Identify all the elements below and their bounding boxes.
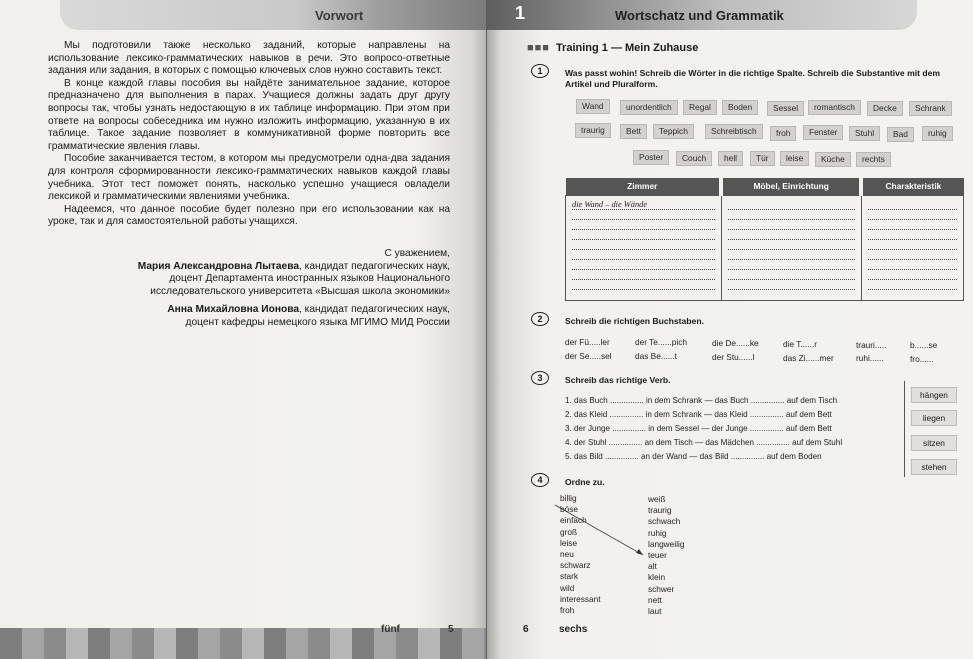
author1-line1 xyxy=(48,261,450,274)
match-left-word[interactable]: schwarz xyxy=(560,560,591,571)
preface-text xyxy=(48,40,450,229)
column-header-charakteristik: Charakteristik xyxy=(861,178,963,195)
match-left-word[interactable]: wild xyxy=(560,582,575,593)
task-number-circle: 3 xyxy=(531,371,549,385)
match-right-word[interactable]: alt xyxy=(648,561,657,572)
task2-instruction: Schreib die richtigen Buchstaben. xyxy=(565,316,704,326)
word-chip: Boden xyxy=(722,100,758,115)
closing-line: С уважением, xyxy=(384,248,450,259)
word-chip: Bett xyxy=(620,124,647,139)
sentence-line[interactable]: 4. der Stuhl ............... an dem Tisch — das Mädchen ............... auf dem Stuhl xyxy=(565,438,843,447)
gap-word[interactable]: trauri..... xyxy=(856,340,887,350)
author2-line1 xyxy=(48,304,450,317)
preface-paragraph: В конце каждой главы пособия вы найдёте занимательное задание, которое предназначено для выполнения в парах. Учащиеся должны задать друг другу вопросы так, чтобы узнать недостающую в их таблице информацию. При этом при ответе на вопросы собеседника им нужно изложить информацию, указанную в их таблице. Такое задание позволяет в коммуникативной форме повторить все грамматические явления главы. xyxy=(48,77,450,152)
task-number-circle: 1 xyxy=(531,64,549,78)
preface-paragraph: Мы подготовили также несколько заданий, которые направлены на использование лексико-грамматических навыков в речи. Это вопросо-ответные задания или задания, в которых с помощью ключевых слов нужно составить текст. xyxy=(48,40,450,77)
match-right-word[interactable]: teuer xyxy=(648,550,667,560)
match-right-word[interactable]: schwer xyxy=(648,583,675,594)
example-answer: die Wand – die Wände xyxy=(572,200,715,210)
preface-paragraph: Надеемся, что данное пособие будет полезно при его использовании как на уроке, так и для самостоятельной работы учащихся. xyxy=(48,203,450,228)
word-chip: Poster xyxy=(633,150,669,165)
match-left-word[interactable]: einfach xyxy=(560,515,587,526)
right-footer-label: sechs xyxy=(559,624,588,635)
author1-line2: доцент Департамента иностранных языков Национального xyxy=(169,273,450,285)
sentence-line[interactable]: 1. das Buch ............... in dem Schrank — das Buch ............... auf dem Tisch xyxy=(565,396,838,405)
matching-arrow xyxy=(553,503,653,563)
word-chip: Stuhl xyxy=(849,126,880,141)
match-right-word[interactable]: traurig xyxy=(648,505,672,516)
word-chip: Küche xyxy=(815,152,851,167)
word-chip: Sessel xyxy=(767,101,804,116)
task3-instruction: Schreib das richtige Verb. xyxy=(565,375,671,385)
sentence-line[interactable]: 3. der Junge ............... in dem Sessel — der Junge ............... auf dem Bett xyxy=(565,424,832,433)
author2-line2: доцент кафедры немецкого языка МГИМО МИД России xyxy=(185,316,450,328)
task1-instruction-line2: Artikel und Pluralform. xyxy=(565,79,658,89)
word-chip: traurig xyxy=(575,123,611,138)
gap-word[interactable]: ruhi...... xyxy=(856,353,884,363)
training-title-text: Training 1 — Mein Zuhause xyxy=(555,42,699,54)
left-footer-stripes xyxy=(0,628,486,659)
author2-name: Анна Михайловна Ионова xyxy=(167,304,300,316)
author1-title: , кандидат педагогических наук, xyxy=(299,260,450,272)
match-left-word[interactable]: interessant xyxy=(560,593,601,604)
squares-icon: ■■■ xyxy=(527,42,550,54)
left-page xyxy=(0,0,486,659)
column-header-zimmer: Zimmer xyxy=(566,178,722,195)
gap-word[interactable]: das Zi......mer xyxy=(783,353,834,363)
word-chip: unordentlich xyxy=(620,100,678,115)
word-chip: Teppich xyxy=(653,124,694,139)
match-right-word[interactable]: langweilig xyxy=(648,538,685,549)
answer-column-charakteristik[interactable] xyxy=(861,195,963,300)
vocab-table xyxy=(565,178,964,301)
word-chip: romantisch xyxy=(808,100,861,115)
match-right-word[interactable]: nett xyxy=(648,594,662,605)
match-left-word[interactable]: stark xyxy=(560,571,578,582)
chapter-number: 1 xyxy=(515,3,526,23)
gap-word[interactable]: der Te......pich xyxy=(635,337,687,347)
gap-word[interactable]: die T......r xyxy=(783,339,817,349)
word-chip: Tür xyxy=(750,151,775,166)
left-header-title: Vorwort xyxy=(315,8,364,23)
word-chip: Schreibtisch xyxy=(705,124,763,139)
answer-column-moebel[interactable] xyxy=(721,195,861,300)
word-chip: Couch xyxy=(676,151,712,166)
left-footer-label: fünf xyxy=(381,624,400,635)
gap-word[interactable]: das Be......t xyxy=(635,351,677,361)
gap-word[interactable]: der Fü.....ler xyxy=(565,337,610,347)
task1-instruction-line1: Was passt wohin! Schreib die Wörter in die richtige Spalte. Schreib die Substantive mit dem xyxy=(565,68,941,78)
match-left-word[interactable]: neu xyxy=(560,549,574,559)
verb-chip: stehen xyxy=(911,459,957,475)
word-chip: hell xyxy=(718,151,743,166)
training-title xyxy=(527,42,698,54)
task-number-circle: 2 xyxy=(531,312,549,326)
author2-title: , кандидат педагогических наук, xyxy=(299,304,450,316)
task4-instruction: Ordne zu. xyxy=(565,477,605,487)
author1-line3: исследовательского университета «Высшая школа экономики» xyxy=(150,285,450,297)
right-page-number: 6 xyxy=(523,624,529,635)
match-left-word[interactable]: böse xyxy=(560,504,578,515)
verb-chip: liegen xyxy=(911,410,957,426)
match-right-word[interactable]: schwach xyxy=(648,516,681,527)
match-left-word[interactable]: leise xyxy=(560,537,578,548)
right-page xyxy=(487,0,973,659)
answer-column-zimmer[interactable] xyxy=(566,195,722,300)
right-header-title: Wortschatz und Grammatik xyxy=(615,8,784,23)
verb-box xyxy=(904,381,964,477)
gap-word[interactable]: der Se.....sel xyxy=(565,351,612,361)
match-left-word[interactable]: billig xyxy=(560,493,577,503)
word-chip: froh xyxy=(770,126,796,141)
match-left-word[interactable]: groß xyxy=(560,526,578,537)
match-right-word[interactable]: laut xyxy=(648,606,662,616)
preface-paragraph: Пособие заканчивается тестом, в котором мы предусмотрели одна-два задания для контроля сформированности лексико-грамматических навыков каждой главы учебника. Этот тест поможет понять, насколько успешно учащиеся овладели лексикой и грамматическими явлениями учебника. xyxy=(48,153,450,203)
sentence-line[interactable]: 2. das Kleid ............... in dem Schrank — das Kleid ............... auf dem Bett xyxy=(565,410,832,419)
task1-instruction xyxy=(565,68,965,90)
sentence-line[interactable]: 5. das Bild ............... an der Wand — das Bild ............... auf dem Boden xyxy=(565,452,822,461)
left-page-number: 5 xyxy=(448,624,454,635)
word-chip: Decke xyxy=(867,101,903,116)
match-right-word[interactable]: klein xyxy=(648,572,666,583)
gap-word[interactable]: der Stu......l xyxy=(712,352,755,362)
task-number-circle: 4 xyxy=(531,473,549,487)
word-chip: Fenster xyxy=(803,125,843,140)
column-header-moebel: Möbel, Einrichtung xyxy=(721,178,861,195)
match-right-word[interactable]: ruhig xyxy=(648,527,667,538)
match-right-word[interactable]: weiß xyxy=(648,494,666,504)
word-chip: Schrank xyxy=(909,101,952,116)
match-left-word[interactable]: froh xyxy=(560,605,575,615)
verb-chip: sitzen xyxy=(911,435,957,451)
author1-name: Мария Александровна Лытаева xyxy=(137,260,300,272)
word-chip: Regal xyxy=(683,100,717,115)
word-chip: ruhig xyxy=(922,126,953,141)
verb-chip: hängen xyxy=(911,387,957,403)
word-chip: leise xyxy=(780,151,809,166)
word-chip: rechts xyxy=(856,152,891,167)
gap-word[interactable]: fro...... xyxy=(910,354,934,364)
left-header-band xyxy=(60,0,486,30)
signature-block xyxy=(48,248,450,330)
word-chip: Wand xyxy=(576,99,610,114)
word-chip: Bad xyxy=(887,127,914,142)
gap-word[interactable]: die De......ke xyxy=(712,338,759,348)
gap-word[interactable]: b......se xyxy=(910,340,938,350)
